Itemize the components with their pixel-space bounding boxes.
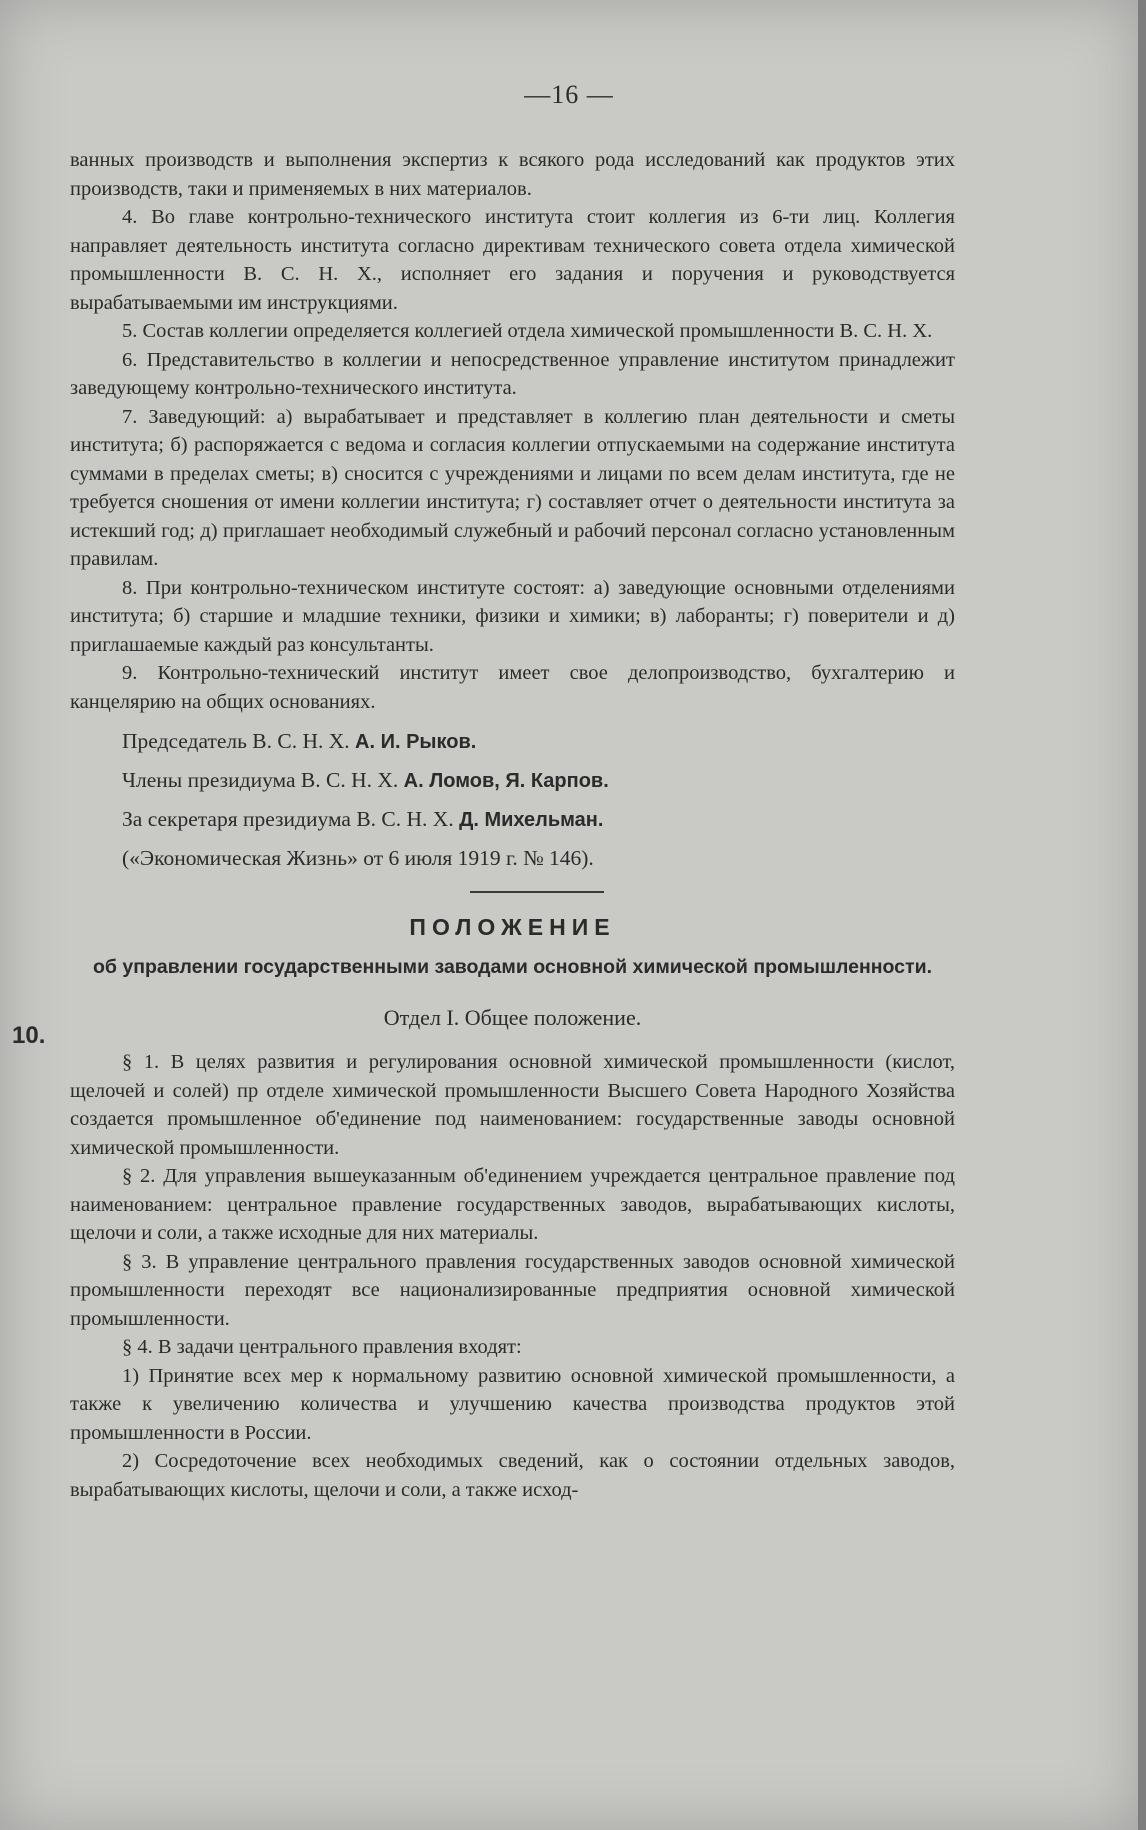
section-heading: Отдел I. Общее положение. [383,1004,642,1030]
paragraph-section-2: § 2. Для управления вышеуказанным об'единением учреждается центральное правление под наименованием: центральное правление государственных заводов, вырабатывающих кислоты, щелочи и соли, а также исходные для них материалы. [70,1165,955,1244]
document-title: ПОЛОЖЕНИЕ [409,914,616,940]
section-divider [470,891,604,893]
paragraph-item-5: 5. Состав коллегии определяется коллегией отдела химической промышленности В. С. Н. Х. [122,320,933,342]
paragraph-subitem-2: 2) Сосредоточение всех необходимых сведений, как о состоянии отдельных заводов, вырабатывающих кислоты, щелочи и соли, а также исход- [70,1450,955,1501]
paragraph-subitem-1: 1) Принятие всех мер к нормальному развитию основной химической промышленности, а также к увеличению количества и улучшению качества производства продуктов этой промышленности в России. [70,1364,955,1444]
signer-line [70,722,955,761]
paragraph-item-4: 4. Во главе контрольно-технического института стоит коллегия из 6-ти лиц. Коллегия направляет деятельность института согласно директивам технического совета отдела химической промышленности В. С. Н. Х., исполняет его задания и поручения и руководствуется вырабатываемыми им инструкциями. [70,206,955,314]
signer-role: Председатель В. С. Н. Х. [122,729,350,753]
document-number: 10. [12,1022,46,1049]
signer-line [70,761,955,800]
signer-name: А. Ломов, Я. Карпов. [403,770,609,792]
document-subtitle: об управлении государственными заводами основной химической промышленности. [93,955,932,978]
paragraph-item-7: 7. Заведующий: а) вырабатывает и представляет в коллегию план деятельности и сметы института; б) распоряжается с ведома и согласия коллегии отпускаемыми на содержание института суммами в пределах сметы; в) сносится с учреждениями и лицами по всем делам института, где не требуется сношения от имени коллегии института; г) составляет отчет о деятельности института за истекший год; д) приглашает необходимый служебный и рабочий персонал согласно установленным правилам. [70,405,955,570]
text-column [70,146,955,1504]
paragraph-continued: ванных производств и выполнения экспертиз к всякого рода исследований как продуктов этих производств, таки и применяемых в них материалов. [70,149,955,200]
paragraph-section-1: § 1. В целях развития и регулирования основной химической промышленности (кислот, щелочей и солей) пр отделе химической промышленности Высшего Совета Народного Хозяйства создается промышленное об'единение под наименованием: государственные заводы основной химической промышленности. [70,1051,955,1159]
page-number: —16 — [524,80,614,109]
signer-role: За секретаря президиума В. С. Н. Х. [122,807,454,831]
signatures-block [70,722,955,877]
signer-role: Члены президиума В. С. Н. Х. [122,768,399,792]
paragraph-item-6: 6. Представительство в коллегии и непосредственное управление институтом принадлежит заведующему контрольно-технического института. [70,348,955,399]
signer-line [70,800,955,839]
page-edge [1138,0,1146,1830]
source-citation: («Экономическая Жизнь» от 6 июля 1919 г. № 146). [122,846,594,870]
signer-name: Д. Михельман. [459,809,604,831]
signer-name: А. И. Рыков. [355,731,477,753]
paragraph-item-9: 9. Контрольно-технический институт имеет свое делопроизводство, бухгалтерию и канцелярию на общих основаниях. [70,662,955,713]
paragraph-item-8: 8. При контрольно-техническом институте состоят: а) заведующие основными отделениями института; б) старшие и младшие техники, физики и химики; в) лаборанты; г) поверители и д) приглашаемые каждый раз консультанты. [70,576,955,656]
paragraph-section-3: § 3. В управление центрального правления государственных заводов основной химической промышленности переходят все национализированные предприятия основной химической промышленности. [70,1250,955,1330]
paragraph-section-4: § 4. В задачи центрального правления входят: [122,1336,522,1358]
